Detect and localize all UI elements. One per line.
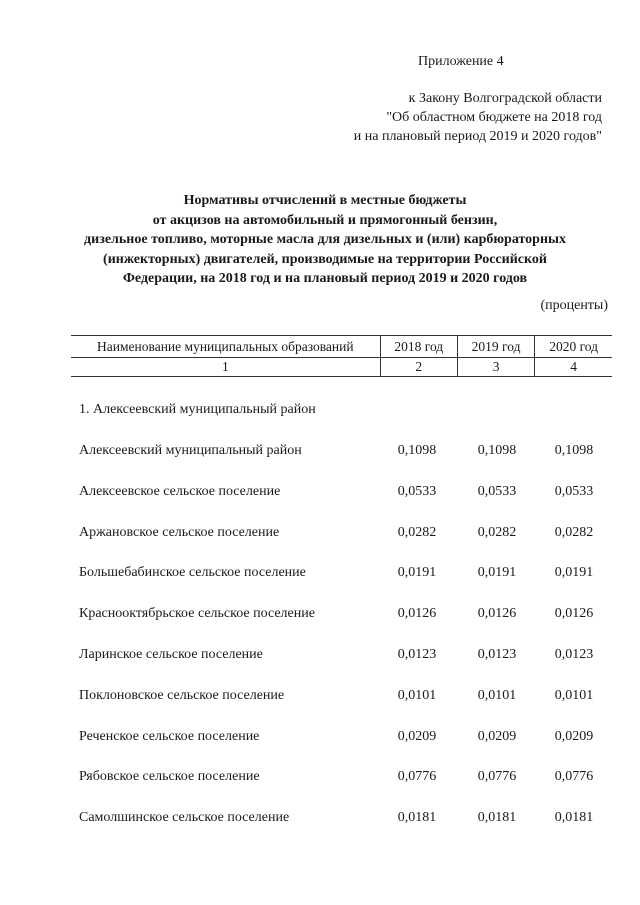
law-reference-line: к Закону Волгоградской области — [408, 91, 602, 106]
title-line: дизельное топливо, моторные масла для дизельных и (или) карбюраторных — [84, 232, 566, 247]
law-reference-line: "Об областном бюджете на 2018 год — [386, 110, 602, 125]
value-2019: 0,0181 — [477, 810, 517, 826]
law-reference-line: и на плановый период 2019 и 2020 годов" — [353, 129, 602, 144]
header-row — [71, 336, 612, 358]
value-2020: 0,0123 — [554, 646, 594, 662]
value-2019: 0,0101 — [477, 687, 517, 703]
title-line: от акцизов на автомобильный и прямогонный бензин, — [152, 212, 498, 228]
municipality-name: Самолшинское сельское поселение — [79, 810, 290, 826]
table-row — [79, 443, 619, 484]
units-label: (проценты) — [540, 298, 608, 313]
value-2018: 0,0533 — [397, 483, 437, 499]
law-reference — [354, 89, 602, 146]
appendix-label: Приложение 4 — [418, 54, 504, 69]
table-row — [79, 810, 619, 851]
value-2018: 0,0191 — [397, 565, 437, 581]
value-2018: 0,0123 — [397, 646, 437, 662]
table-row — [79, 769, 619, 810]
norms-table-header — [71, 335, 612, 377]
column-number-row — [71, 358, 612, 377]
value-2018: 0,0209 — [397, 728, 437, 744]
value-2020: 0,0191 — [554, 565, 594, 581]
value-2020: 0,0126 — [554, 606, 594, 622]
municipality-name: Аржановское сельское поселение — [79, 524, 280, 540]
value-2018: 0,0126 — [397, 606, 437, 622]
municipality-name: Ларинское сельское поселение — [79, 646, 263, 662]
table-row — [79, 606, 619, 647]
value-2020: 0,1098 — [554, 443, 594, 458]
value-2019: 0,0191 — [477, 565, 517, 581]
value-2019: 0,0533 — [477, 483, 517, 499]
value-2019: 0,0776 — [477, 769, 517, 785]
table-row — [79, 565, 619, 606]
table-row — [79, 688, 619, 729]
column-number: 3 — [457, 358, 534, 377]
municipality-name: Рябовское сельское поселение — [79, 769, 260, 785]
document-title — [60, 191, 590, 289]
value-2019: 0,0282 — [477, 524, 517, 540]
municipality-name: Алексеевский муниципальный район — [79, 443, 302, 458]
value-2020: 0,0533 — [554, 483, 594, 499]
value-2019: 0,0123 — [477, 646, 517, 662]
municipality-name: Реченское сельское поселение — [79, 728, 260, 744]
value-2019: 0,1098 — [477, 443, 517, 458]
column-number: 2 — [380, 358, 457, 377]
value-2020: 0,0776 — [554, 769, 594, 785]
value-2020: 0,0181 — [554, 810, 594, 826]
value-2018: 0,0282 — [397, 524, 437, 540]
title-line: (инжекторных) двигателей, производимые на территории Российской — [103, 251, 547, 267]
column-number: 1 — [71, 358, 380, 377]
table-row — [79, 484, 619, 525]
municipality-name: Большебабинское сельское поселение — [79, 565, 306, 581]
table-row — [79, 729, 619, 770]
value-2018: 0,0101 — [397, 687, 437, 703]
value-2020: 0,0101 — [554, 687, 594, 703]
value-2020: 0,0209 — [554, 728, 594, 744]
table-row — [79, 647, 619, 688]
value-2018: 0,0776 — [397, 769, 437, 785]
value-2019: 0,0209 — [477, 728, 517, 744]
column-number: 4 — [535, 358, 612, 377]
value-2019: 0,0126 — [477, 606, 517, 622]
municipality-name: Алексеевское сельское поселение — [79, 483, 281, 499]
title-line: Нормативы отчислений в местные бюджеты — [183, 193, 467, 208]
table-body — [79, 443, 619, 851]
header-2018: 2018 год — [380, 336, 457, 358]
table-row — [79, 525, 619, 566]
value-2018: 0,1098 — [397, 443, 437, 458]
value-2018: 0,0181 — [397, 810, 437, 826]
municipality-name: Краснооктябрьское сельское поселение — [79, 606, 315, 622]
section-title: 1. Алексеевский муниципальный район — [79, 402, 316, 417]
header-2019: 2019 год — [457, 336, 534, 358]
header-name-column: Наименование муниципальных образований — [71, 336, 380, 358]
value-2020: 0,0282 — [554, 524, 594, 540]
municipality-name: Поклоновское сельское поселение — [79, 687, 285, 703]
header-2020: 2020 год — [535, 336, 612, 358]
title-line: Федерации, на 2018 год и на плановый период 2019 и 2020 годов — [122, 271, 528, 286]
